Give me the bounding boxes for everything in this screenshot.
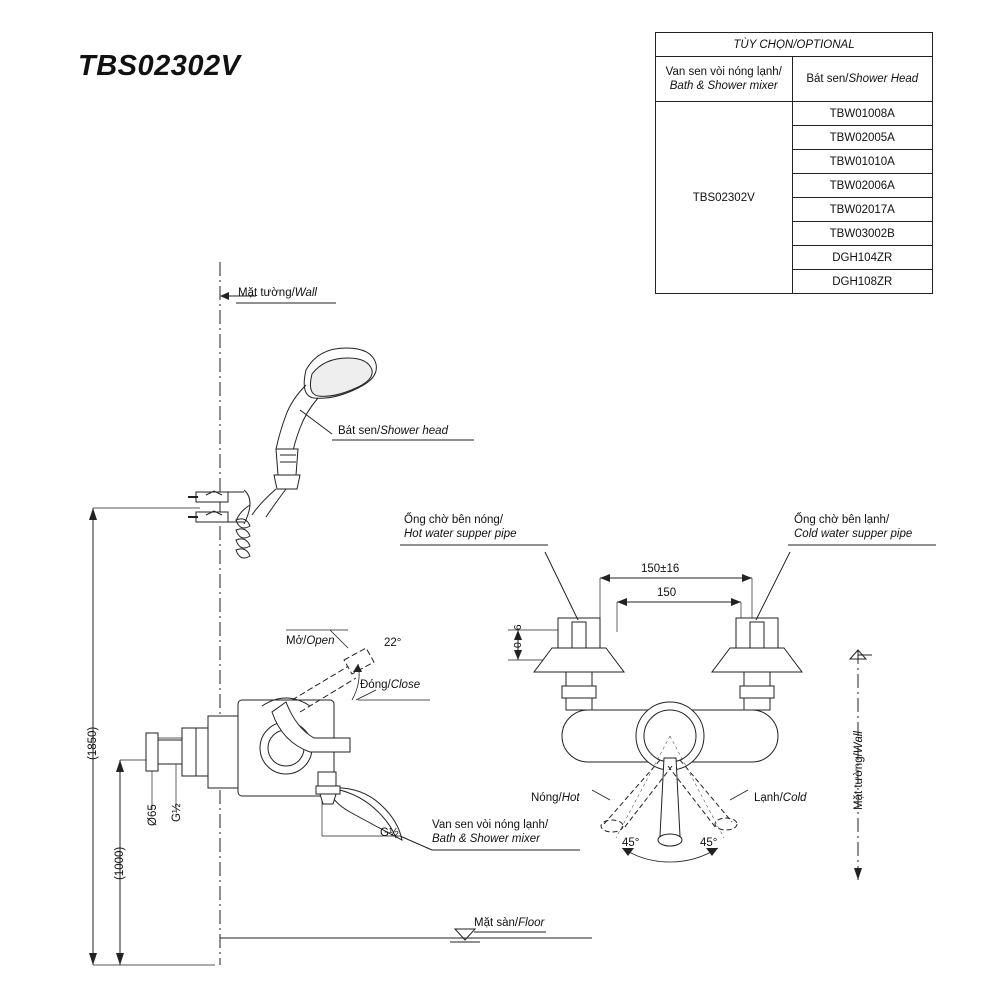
label-mixer: Van sen vòi nóng lạnh/ Bath & Shower mixer [432, 819, 549, 846]
table-row: DGH108ZR [792, 270, 932, 294]
table-row: TBW01008A [792, 102, 932, 126]
label-hot-supply-pipe: Ống chờ bên nóng/ Hot water supper pipe [404, 514, 517, 541]
dim-angle-45-left: 45° [622, 837, 640, 849]
optional-col-showerhead-header: Bát sen/Shower Head [792, 57, 932, 102]
optional-col-mixer-header: Van sen vòi nóng lạnh/ Bath & Shower mixer [656, 57, 793, 102]
table-row: TBW02017A [792, 198, 932, 222]
label-wall-right: Mặt tường/Wall [853, 731, 865, 810]
label-hot: Nóng/Hot [531, 792, 580, 804]
dim-g12-left: G½ [171, 803, 183, 822]
table-row: TBW02006A [792, 174, 932, 198]
dim-1000: (1000) [114, 846, 126, 880]
label-floor: Mặt sàn/Floor [474, 917, 545, 929]
dim-diameter-65: Ø65 [147, 804, 159, 826]
label-open: Mở/Open [286, 635, 335, 647]
table-row: TBW01010A [792, 150, 932, 174]
label-cold-supply-pipe: Ống chờ bên lạnh/ Cold water supper pipe [794, 514, 913, 541]
dim-150-tolerance: 150±16 [641, 563, 680, 575]
dim-0-6: 0 ~ 6 [512, 624, 524, 648]
optional-mixer-model: TBS02302V [656, 102, 793, 294]
label-wall-top: Mặt tường/Wall [238, 287, 317, 299]
dim-1850: (1850) [87, 726, 99, 760]
label-close: Đóng/Close [360, 679, 421, 691]
table-row: TBW03002B [792, 222, 932, 246]
dim-150: 150 [657, 587, 677, 599]
page-title: TBS02302V [78, 50, 241, 82]
dim-angle-45-right: 45° [700, 837, 718, 849]
optional-table-header: TÙY CHỌN/OPTIONAL [656, 33, 933, 57]
label-shower-head: Bát sen/Shower head [338, 425, 448, 437]
dim-angle-22: 22° [384, 637, 402, 649]
dim-g12-bottom: G½ [380, 827, 399, 839]
table-row: TBW02005A [792, 126, 932, 150]
table-row: DGH104ZR [792, 246, 932, 270]
label-cold: Lạnh/Cold [754, 792, 807, 804]
